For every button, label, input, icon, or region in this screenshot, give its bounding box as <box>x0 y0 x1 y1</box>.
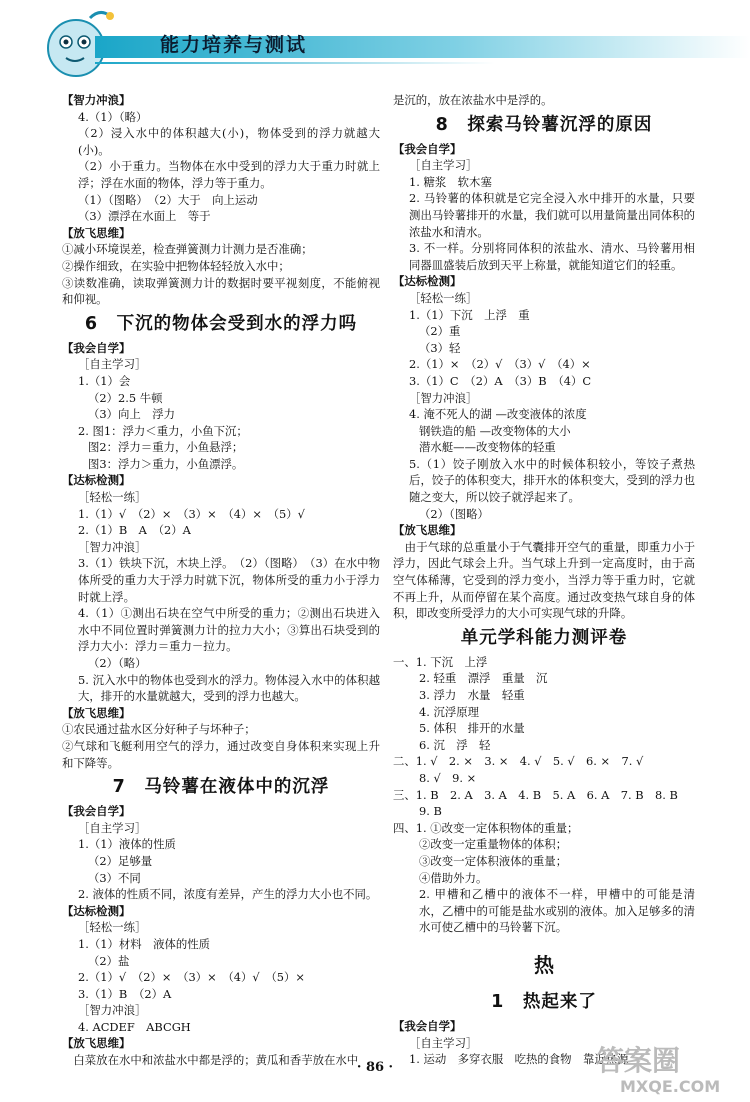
section-heading: 6 下沉的物体会受到水的浮力吗 <box>84 313 358 334</box>
text-line: （2）（略） <box>88 656 147 670</box>
text-line: （2）浸入水中的体积越大(小)，物体受到的浮力就越大(小)。 <box>78 126 380 157</box>
text-line: 三、1. B 2. A 3. A 4. B 5. A 6. A 7. B 8. B <box>393 787 678 802</box>
text-line: 3. 不一样。分别将同体积的浓盐水、清水、马铃薯用相同器皿盛装后放到天平上称量，就能知道它们的轻重。 <box>409 241 695 272</box>
text-line: 1. 糖浆 软木塞 <box>409 174 492 189</box>
text-line: 潜水艇——改变物体的轻重 <box>419 440 556 455</box>
section-tag: 【我会自学】 <box>62 340 131 355</box>
left-column <box>62 92 380 1069</box>
text-line: ［智力冲浪］ <box>78 1003 147 1018</box>
text-line: 图2：浮力＝重力，小鱼悬浮； <box>88 440 244 455</box>
header-underline <box>95 62 495 64</box>
section-tag: 【达标检测】 <box>62 903 131 918</box>
text-line: ③读数准确，读取弹簧测力计的数据时要平视刻度，不能俯视和仰视。 <box>62 275 380 307</box>
text-line: 4.（1）①测出石块在空气中所受的重力；②测出石块进入水中不同位置时弹簧测力计的拉力大小；③算出石块受到的浮力大小：浮力＝重力－拉力。 <box>78 606 380 654</box>
watermark-line1: 答案圈 <box>596 1044 681 1077</box>
text-line: 5.（1）饺子刚放入水中的时候体积较小，等饺子煮热后，饺子的体积变大，排开水的体积变大，受到的浮力也随之变大，所以饺子就浮起来了。 <box>409 456 695 505</box>
text-line: 2.（1）B A （2）A <box>78 523 191 538</box>
text-line: 1.（1）材料 液体的性质 <box>78 936 211 951</box>
text-line: 3. 浮力 水量 轻重 <box>419 688 525 702</box>
text-line: 二、1. √ 2. × 3. × 4. √ 5. √ 6. × 7. √ <box>393 754 644 769</box>
text-line: （2）（图略） <box>419 506 489 521</box>
page-header <box>0 0 750 86</box>
text-line: ［自主学习］ <box>409 158 478 173</box>
text-line: 四、1. ①改变一定体积物体的重量； <box>393 820 579 835</box>
text-line: （3）向上 浮力 <box>88 407 175 422</box>
text-line: 图3：浮力＞重力，小鱼漂浮。 <box>88 456 244 471</box>
section-heading: 8 探索马铃薯沉浮的原因 <box>435 114 653 135</box>
text-line: 5. 体积 排开的水量 <box>419 721 525 736</box>
text-line: 是沉的，放在浓盐水中是浮的。 <box>393 93 553 107</box>
text-line: 9. B <box>419 804 442 819</box>
text-line: ②气球和飞艇利用空气的浮力，通过改变自身体积来实现上升和下降等。 <box>62 738 380 770</box>
watermark-logo <box>590 1040 740 1098</box>
section-tag: 【我会自学】 <box>393 141 462 156</box>
text-line: （2）足够量 <box>88 853 153 868</box>
text-line: 2.（1）√ （2）× （3）× （4）√ （5）× <box>78 970 305 985</box>
text-line: 白菜放在水中和浓盐水中都是浮的；黄瓜和香芋放在水中 <box>62 1053 359 1068</box>
text-line: 3.（1）C （2）A （3）B （4）C <box>409 373 592 388</box>
text-line: ②改变一定重量物体的体积； <box>419 837 568 852</box>
text-line: 4. 沉浮原理 <box>419 704 480 719</box>
text-line: 1.（1）液体的性质 <box>78 837 176 852</box>
text-line: （2）2.5 牛顿 <box>88 390 163 405</box>
text-line: 钢铁造的船 —改变物体的大小 <box>419 423 571 438</box>
text-line: 2.（1）× （2）√ （3）√ （4）× <box>409 357 591 372</box>
text-line: ①减小环境误差，检查弹簧测力计测力是否准确； <box>62 242 313 257</box>
text-line: （3）轻 <box>419 340 461 355</box>
text-line: 2. 轻重 漂浮 重量 沉 <box>419 671 548 686</box>
text-line: ①农民通过盐水区分好种子与坏种子； <box>62 722 256 737</box>
unit-heading: 热 <box>534 952 554 977</box>
text-line: 5. 沉入水中的物体也受到水的浮力。物体浸入水中的体积越大，排开的水量就越大，受到的浮力也越大。 <box>78 672 380 704</box>
text-line: ［自主学习］ <box>78 820 147 835</box>
text-line: 4. 淹不死人的湖 —改变液体的浓度 <box>409 407 587 422</box>
section-heading: 单元学科能力测评卷 <box>460 627 628 648</box>
section-tag: 【放飞思维】 <box>62 1036 131 1051</box>
section-tag: 【智力冲浪】 <box>62 93 131 107</box>
text-line: ［自主学习］ <box>409 1035 478 1050</box>
text-line: 4.（1）（略） <box>78 109 148 124</box>
text-line: 2. 甲槽和乙槽中的液体不一样，甲槽中的可能是清水，乙槽中的可能是盐水或别的液体。加入足够多的清水可使乙槽中的马铃薯下沉。 <box>419 887 695 935</box>
section-tag: 【放飞思维】 <box>62 705 131 720</box>
text-line: ［轻松一练］ <box>78 920 147 935</box>
text-line: 2. 马铃薯的体积就是它完全浸入水中排开的水量，只要测出马铃薯排开的水量，我们就可以用量筒量出同体积的浓盐水和清水。 <box>409 191 695 239</box>
text-line: ［自主学习］ <box>78 357 147 372</box>
text-line: （2）盐 <box>88 953 130 968</box>
section-tag: 【放飞思维】 <box>62 225 131 240</box>
section-heading: 7 马铃薯在液体中的沉浮 <box>112 777 330 798</box>
section-heading: 1 热起来了 <box>491 991 597 1012</box>
text-line: （1）（图略） （2）大于 向上运动 <box>78 192 258 207</box>
section-tag: 【放飞思维】 <box>393 523 462 538</box>
text-line: 1. 运动 多穿衣服 吃热的食物 靠近热源 <box>409 1052 629 1067</box>
right-column <box>393 92 695 1068</box>
text-line: ［智力冲浪］ <box>78 539 147 554</box>
text-line: （3）不同 <box>88 870 141 885</box>
watermark-line2: MXQE.COM <box>620 1077 721 1096</box>
text-line: （3）漂浮在水面上 等于 <box>78 209 211 224</box>
text-line: 3.（1）B （2）A <box>78 986 172 1001</box>
text-line: 一、1. 下沉 上浮 <box>393 654 488 669</box>
text-line: 1.（1）会 <box>78 373 131 388</box>
section-tag: 【达标检测】 <box>393 274 462 289</box>
section-tag: 【我会自学】 <box>62 804 131 819</box>
section-tag: 【达标检测】 <box>62 473 131 488</box>
text-line: ②操作细致，在实验中把物体轻轻放入水中； <box>62 258 290 273</box>
text-line: 8. √ 9. × <box>419 770 477 785</box>
page-number: · 86 · <box>356 1060 394 1075</box>
text-line: ［轻松一练］ <box>78 490 147 505</box>
text-line: ④借助外力。 <box>419 870 488 885</box>
text-line: 1.（1）下沉 上浮 重 <box>409 307 530 322</box>
text-line: （2）小于重力。当物体在水中受到的浮力大于重力时就上浮；浮在水面的物体，浮力等于重力。 <box>78 159 380 190</box>
text-line: ③改变一定体积液体的重量； <box>419 853 568 868</box>
text-line: 1.（1）√ （2）× （3）× （4）× （5）√ <box>78 506 305 521</box>
text-line: 由于气球的总重量小于气囊排开空气的重量，即重力小于浮力，因此气球会上升。当气球上升到一定高度时，由于高空气体稀薄，它受到的浮力变小，当浮力等于重力时，它就不再上升，从而停留在某个高度。通过改变热气球自身的体积，即改变所受浮力的大小可实现气球的升降。 <box>393 539 695 621</box>
text-line: 3.（1）铁块下沉，木块上浮。 （2）（图略） （3）在水中物体所受的重力大于浮力时就下沉，物体所受的重力小于浮力时就上浮。 <box>78 556 380 604</box>
page-header-title: 能力培养与测试 <box>160 34 308 56</box>
text-line: 2. 液体的性质不同，浓度有差异，产生的浮力大小也不同。 <box>78 887 378 902</box>
text-line: 2. 图1：浮力＜重力，小鱼下沉； <box>78 423 248 438</box>
text-line: ［轻松一练］ <box>409 290 478 305</box>
text-line: ［智力冲浪］ <box>409 390 478 405</box>
text-line: 6. 沉 浮 轻 <box>419 737 491 752</box>
text-line: （2）重 <box>419 324 461 339</box>
section-tag: 【我会自学】 <box>393 1018 462 1033</box>
text-line: 4. ACDEF ABCGH <box>78 1019 191 1034</box>
